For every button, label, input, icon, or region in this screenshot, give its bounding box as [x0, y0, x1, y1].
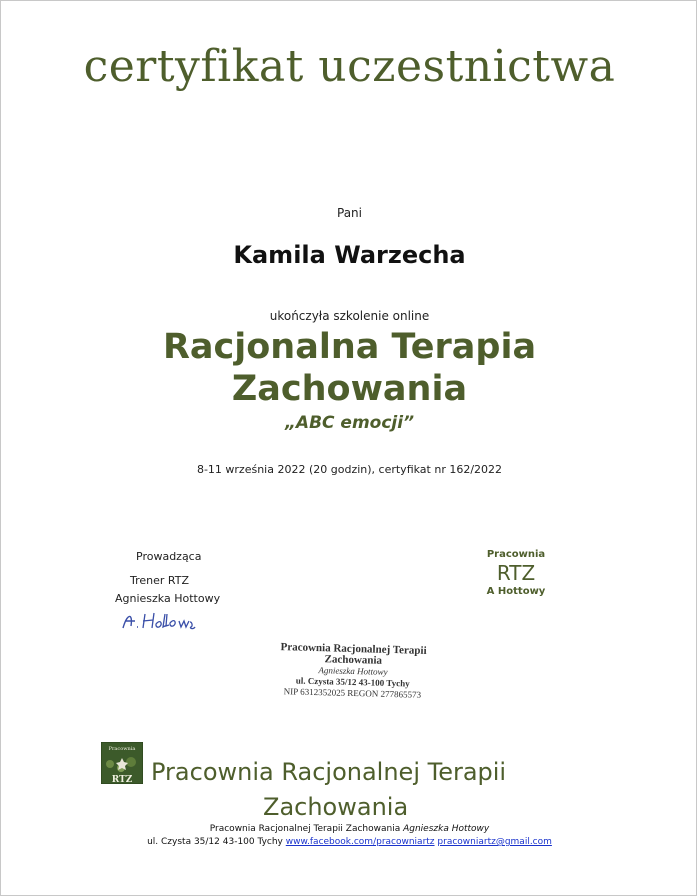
handwritten-signature — [119, 608, 214, 634]
svg-text:Pracownia: Pracownia — [108, 746, 136, 752]
svg-text:RTZ: RTZ — [111, 775, 133, 784]
recipient-name: Kamila Warzecha — [233, 241, 466, 269]
stamp-line2: Zachowania — [324, 653, 383, 667]
stamp-line4: ul. Czysta 35/12 43-100 Tychy — [295, 675, 410, 689]
completed-text: ukończyła szkolenie online — [269, 309, 430, 323]
footer-owner: Agnieszka Hottowy — [403, 824, 490, 834]
trainer-title: Trener RTZ — [130, 574, 190, 587]
company-stamp — [262, 642, 443, 702]
course-title-line2: Zachowania — [231, 369, 468, 409]
stamp-line3: Agnieszka Hottowy — [318, 665, 388, 677]
mini-stamp-line1: Pracownia — [486, 549, 546, 560]
course-title-line1: Racjonalna Terapia — [162, 327, 537, 367]
footer-org-line — [1, 824, 697, 834]
certificate-title: certyfikat uczestnictwa — [83, 41, 616, 92]
facebook-link[interactable]: www.facebook.com/pracowniartz — [285, 837, 435, 847]
course-title — [1, 326, 697, 410]
mini-stamp-line2: RTZ — [496, 561, 536, 585]
rtz-logo — [101, 742, 143, 784]
footer-org-name: Pracownia Racjonalnej Terapii Zachowania — [209, 824, 401, 834]
rtz-mini-stamp — [471, 549, 561, 597]
organization-name-line2: Zachowania — [263, 793, 409, 821]
mini-stamp-line3: A Hottowy — [486, 586, 546, 597]
dates-and-number: 8-11 września 2022 (20 godzin), certyfikat nr 162/2022 — [196, 463, 503, 476]
organization-name-line1: Pracownia Racjonalnej Terapii — [151, 758, 507, 786]
course-subtitle: „ABC emocji” — [284, 413, 415, 433]
salutation: Pani — [337, 206, 362, 220]
signature-role: Prowadząca — [136, 550, 202, 563]
email-link[interactable]: pracowniartz@gmail.com — [437, 837, 552, 847]
trainer-name: Agnieszka Hottowy — [115, 592, 221, 605]
footer-contact-line — [1, 837, 697, 847]
stamp-line5: NIP 6312352025 REGON 277865573 — [283, 686, 422, 700]
footer-address: ul. Czysta 35/12 43-100 Tychy — [147, 837, 283, 847]
stamp-line1: Pracownia Racjonalnej Terapii — [280, 641, 427, 657]
